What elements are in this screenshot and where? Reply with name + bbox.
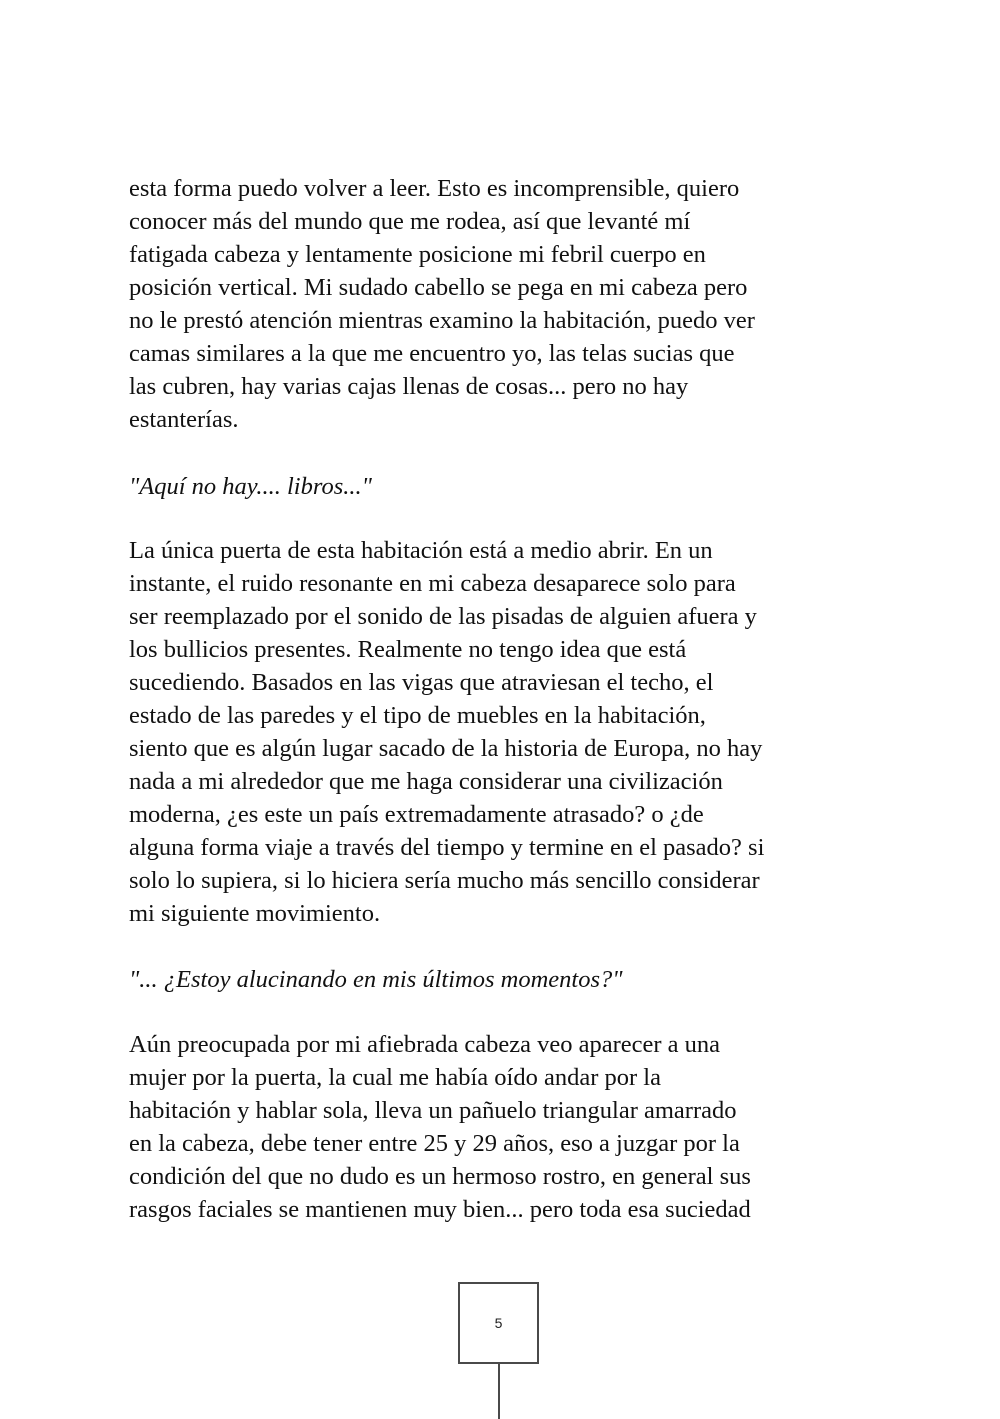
paragraph-2 xyxy=(129,534,889,930)
text-line: instante, el ruido resonante en mi cabeza desaparece solo para xyxy=(129,570,736,597)
paragraph-3 xyxy=(129,1028,889,1226)
text-line: fatigada cabeza y lentamente posicione mi febril cuerpo en xyxy=(129,241,706,268)
quote-2 xyxy=(129,963,889,996)
text-line: sucediendo. Basados en las vigas que atraviesan el techo, el xyxy=(129,669,714,696)
text-line: siento que es algún lugar sacado de la historia de Europa, no hay xyxy=(129,735,763,762)
text-line: no le prestó atención mientras examino la habitación, puedo ver xyxy=(129,307,755,334)
text-line: estanterías. xyxy=(129,406,239,433)
text-line: Aún preocupada por mi afiebrada cabeza veo aparecer a una xyxy=(129,1031,721,1058)
text-line: "... ¿Estoy alucinando en mis últimos momentos?" xyxy=(129,966,623,993)
text-line: esta forma puedo volver a leer. Esto es incomprensible, quiero xyxy=(129,175,740,202)
text-line: mujer por la puerta, la cual me había oído andar por la xyxy=(129,1064,661,1091)
text-line: solo lo supiera, si lo hiciera sería mucho más sencillo considerar xyxy=(129,867,760,894)
text-line: conocer más del mundo que me rodea, así que levanté mí xyxy=(129,208,691,235)
text-line: las cubren, hay varias cajas llenas de cosas... pero no hay xyxy=(129,373,689,400)
text-line: "Aquí no hay.... libros..." xyxy=(129,473,372,500)
quote-1 xyxy=(129,470,889,503)
text-line: camas similares a la que me encuentro yo, las telas sucias que xyxy=(129,340,735,367)
text-line: alguna forma viaje a través del tiempo y termine en el pasado? si xyxy=(129,834,765,861)
page-number: 5 xyxy=(494,1315,503,1331)
text-line: los bullicios presentes. Realmente no tengo idea que está xyxy=(129,636,687,663)
text-line: nada a mi alrededor que me haga considerar una civilización xyxy=(129,768,723,795)
text-line: posición vertical. Mi sudado cabello se pega en mi cabeza pero xyxy=(129,274,748,301)
text-line: habitación y hablar sola, lleva un pañuelo triangular amarrado xyxy=(129,1097,737,1124)
text-line: ser reemplazado por el sonido de las pisadas de alguien afuera y xyxy=(129,603,757,630)
paragraph-1 xyxy=(129,172,889,436)
page-number-box xyxy=(458,1282,539,1364)
text-line: moderna, ¿es este un país extremadamente atrasado? o ¿de xyxy=(129,801,704,828)
page-number-stem xyxy=(498,1364,500,1419)
text-line: estado de las paredes y el tipo de muebles en la habitación, xyxy=(129,702,706,729)
text-line: rasgos faciales se mantienen muy bien... pero toda esa suciedad xyxy=(129,1196,751,1223)
text-line: La única puerta de esta habitación está a medio abrir. En un xyxy=(129,537,713,564)
text-line: condición del que no dudo es un hermoso rostro, en general sus xyxy=(129,1163,751,1190)
text-line: mi siguiente movimiento. xyxy=(129,900,381,927)
text-line: en la cabeza, debe tener entre 25 y 29 años, eso a juzgar por la xyxy=(129,1130,740,1157)
